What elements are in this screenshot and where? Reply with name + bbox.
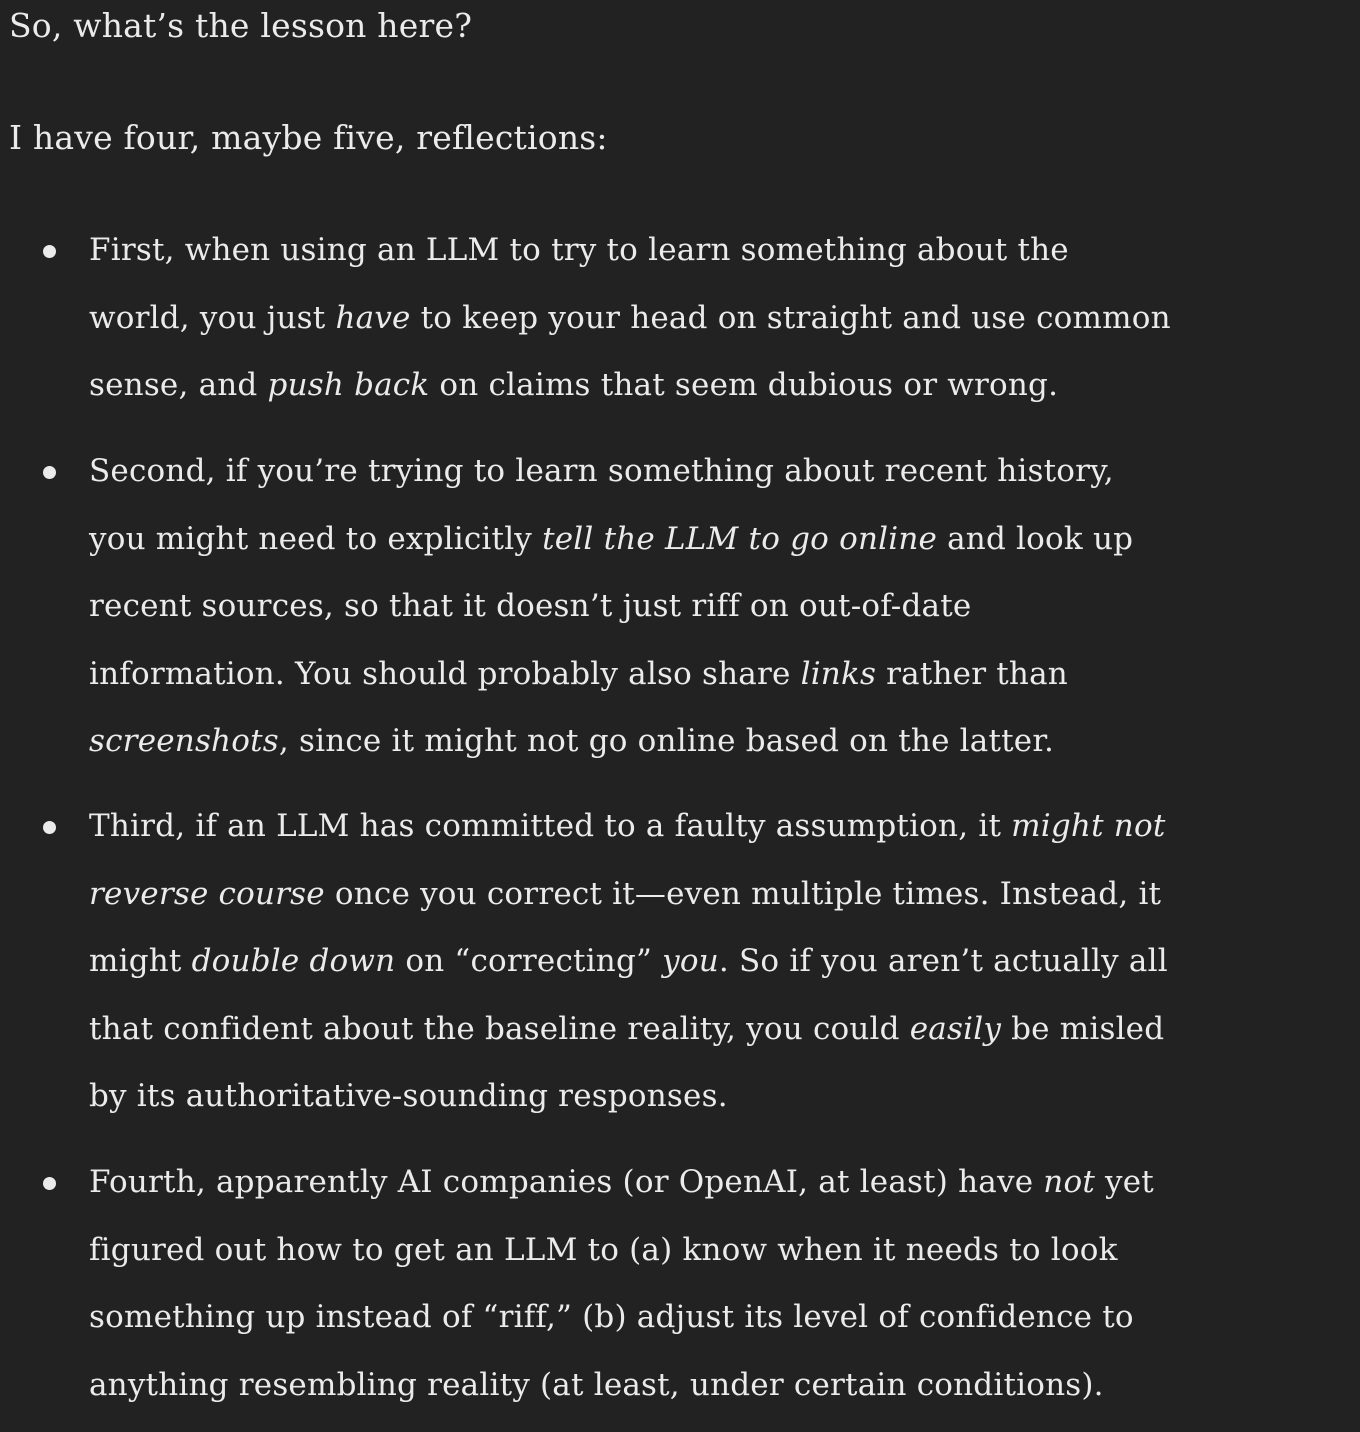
body-text: sense, and [89, 367, 268, 403]
reflection-line [89, 515, 1133, 563]
reflection-line [89, 650, 1068, 698]
emphasis-text: reverse course [89, 876, 325, 912]
body-text: and look up [937, 521, 1134, 557]
reflection-line [89, 582, 971, 630]
body-text: yet [1094, 1164, 1154, 1200]
body-text: figured out how to get an LLM to (a) know when it needs to look [89, 1232, 1118, 1268]
body-text: rather than [876, 656, 1068, 692]
emphasis-text: double down [191, 943, 396, 979]
body-text: on “correcting” [395, 943, 663, 979]
body-text: you might need to explicitly [89, 521, 543, 557]
reflection-line [89, 937, 1168, 985]
body-text: , since it might not go online based on the latter. [278, 723, 1055, 759]
body-text: on claims that seem dubious or wrong. [429, 367, 1059, 403]
bullet-dot-icon [43, 821, 56, 834]
body-text: world, you just [89, 300, 336, 336]
reflection-line [89, 1293, 1134, 1341]
emphasis-text: links [800, 656, 877, 692]
reflection-line [89, 870, 1161, 918]
reflection-line [89, 294, 1171, 342]
reflection-line [89, 1361, 1104, 1409]
reflection-line [89, 802, 1165, 850]
body-text: anything resembling reality (at least, under certain conditions). [89, 1367, 1104, 1403]
reflection-line [89, 717, 1054, 765]
body-text: by its authoritative-sounding responses. [89, 1078, 728, 1114]
body-text: Second, if you’re trying to learn something about recent history, [89, 453, 1114, 489]
bullet-dot-icon [43, 1177, 56, 1190]
body-text: recent sources, so that it doesn’t just riff on out-of-date [89, 588, 972, 624]
emphasis-text: screenshots [89, 723, 279, 759]
reflection-line [89, 226, 1069, 274]
body-text: . So if you aren’t actually all [718, 943, 1168, 979]
body-text: information. You should probably also share [89, 656, 801, 692]
reflection-line [89, 1158, 1154, 1206]
body-text: Fourth, apparently AI companies (or OpenAI, at least) have [89, 1164, 1044, 1200]
body-text: something up instead of “riff,” (b) adjust its level of confidence to [89, 1299, 1134, 1335]
emphasis-text: not [1043, 1164, 1095, 1200]
bullet-dot-icon [43, 245, 56, 258]
emphasis-text: push back [267, 367, 430, 403]
reflection-line [89, 1005, 1164, 1053]
emphasis-text: easily [909, 1011, 1002, 1047]
emphasis-text: tell the LLM to go online [542, 521, 938, 557]
emphasis-text: have [335, 300, 411, 336]
lesson-question: So, what’s the lesson here? [9, 6, 473, 45]
reflection-line [89, 1226, 1118, 1274]
body-text: might [89, 943, 192, 979]
reflection-line [89, 1072, 728, 1120]
body-text: to keep your head on straight and use common [410, 300, 1171, 336]
body-text: once you correct it—even multiple times. Instead, it [324, 876, 1162, 912]
emphasis-text: might not [1011, 808, 1166, 844]
body-text: Third, if an LLM has committed to a faulty assumption, it [89, 808, 1012, 844]
body-text: that confident about the baseline reality, you could [89, 1011, 910, 1047]
reflections-lead: I have four, maybe five, reflections: [9, 118, 608, 157]
emphasis-text: you [662, 943, 719, 979]
reflection-line [89, 361, 1058, 409]
bullet-dot-icon [43, 466, 56, 479]
body-text: First, when using an LLM to try to learn something about the [89, 232, 1069, 268]
reflection-line [89, 447, 1114, 495]
body-text: be misled [1001, 1011, 1165, 1047]
